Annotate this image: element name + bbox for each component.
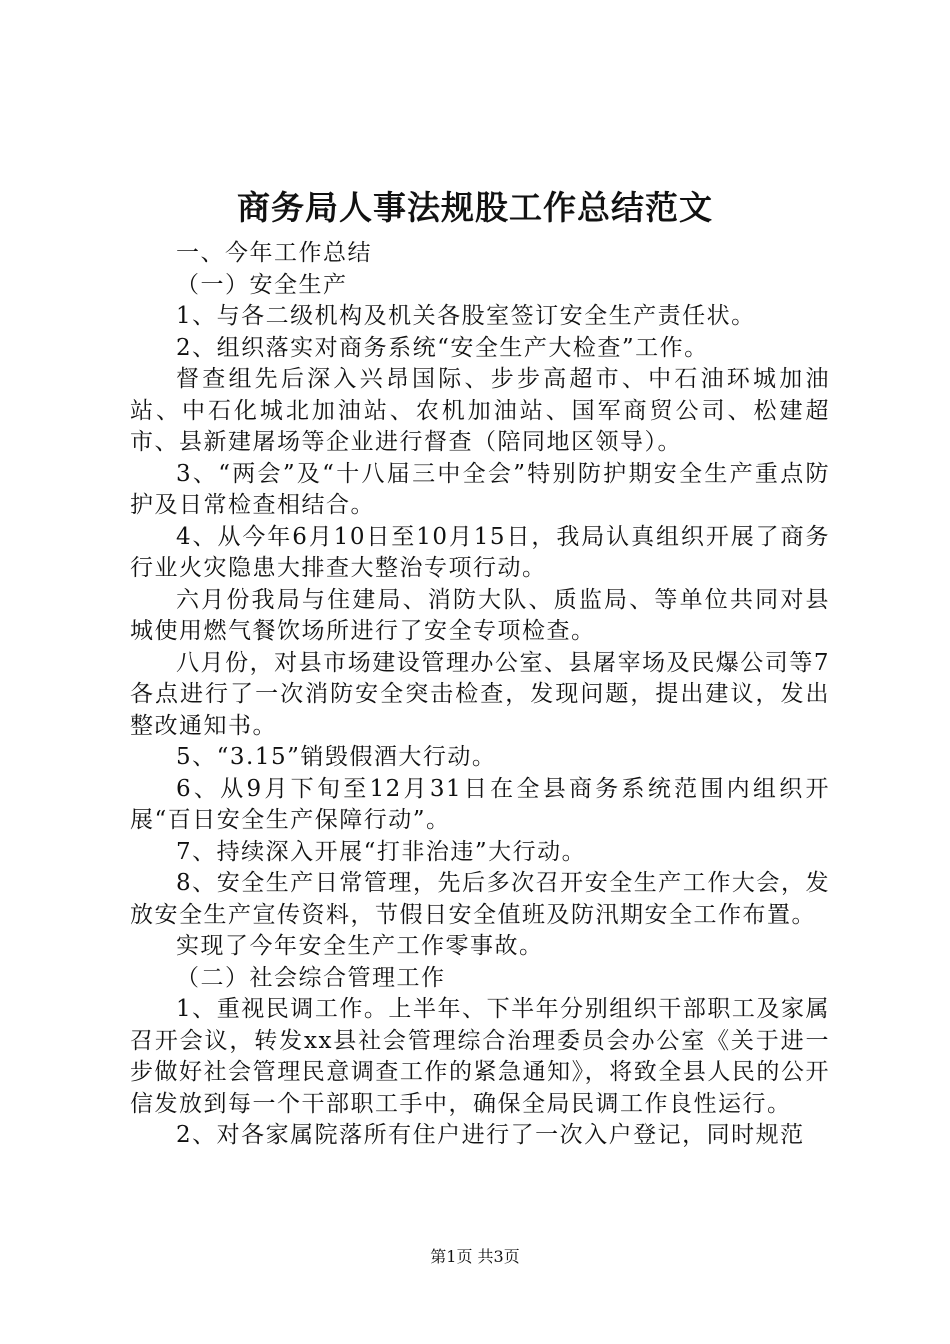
- paragraph: 八月份，对县市场建设管理办公室、县屠宰场及民爆公司等7各点进行了一次消防安全突击检查，发现问题，提出建议，发出整改通知书。: [130, 649, 830, 739]
- paragraph: 6、从9月下旬至12月31日在全县商务系统范围内组织开展“百日安全生产保障行动”。: [130, 775, 830, 833]
- paragraph: 一、今年工作总结: [176, 240, 372, 266]
- paragraph: 8、安全生产日常管理，先后多次召开安全生产工作大会，发放安全生产宣传资料，节假日安全值班及防汛期安全工作布置。: [130, 870, 830, 928]
- paragraph: 3、“两会”及“十八届三中全会”特别防护期安全生产重点防护及日常检查相结合。: [130, 460, 830, 518]
- paragraph: 2、对各家属院落所有住户进行了一次入户登记，同时规范: [176, 1122, 805, 1148]
- page-title: 商务局人事法规股工作总结范文: [237, 188, 713, 227]
- paragraph: 7、持续深入开展“打非治违”大行动。: [176, 838, 587, 865]
- paragraph: 实现了今年安全生产工作零事故。: [176, 933, 544, 959]
- paragraph: 1、重视民调工作。上半年、下半年分别组织干部职工及家属召开会议，转发xx县社会管理综合治理委员会办公室《关于进一步做好社会管理民意调查工作的紧急通知》，将致全县人民的公开信发放到每一个干部职工手中，确保全局民调工作良性运行。: [130, 996, 830, 1117]
- paragraph: 5、“3.15”销毁假酒大行动。: [176, 744, 497, 770]
- paragraph: 2、组织落实对商务系统“安全生产大检查”工作。: [176, 334, 709, 361]
- page-footer: 第1页 共3页: [430, 1247, 520, 1266]
- paragraph: 4、从今年6月10日至10月15日，我局认真组织开展了商务行业火灾隐患大排查大整治专项行动。: [130, 523, 830, 581]
- paragraph: 督查组先后深入兴昂国际、步步高超市、中石油环城加油站、中石化城北加油站、农机加油站、国军商贸公司、松建超市、县新建屠场等企业进行督查（陪同地区领导）。: [130, 366, 830, 455]
- document-body: [130, 238, 830, 1152]
- paragraph: 六月份我局与住建局、消防大队、质监局、等单位共同对县城使用燃气餐饮场所进行了安全专项检查。: [130, 586, 830, 644]
- paragraph: （二）社会综合管理工作: [176, 964, 446, 991]
- paragraph: （一）安全生产: [176, 271, 348, 298]
- paragraph: 1、与各二级机构及机关各股室签订安全生产责任状。: [176, 303, 756, 329]
